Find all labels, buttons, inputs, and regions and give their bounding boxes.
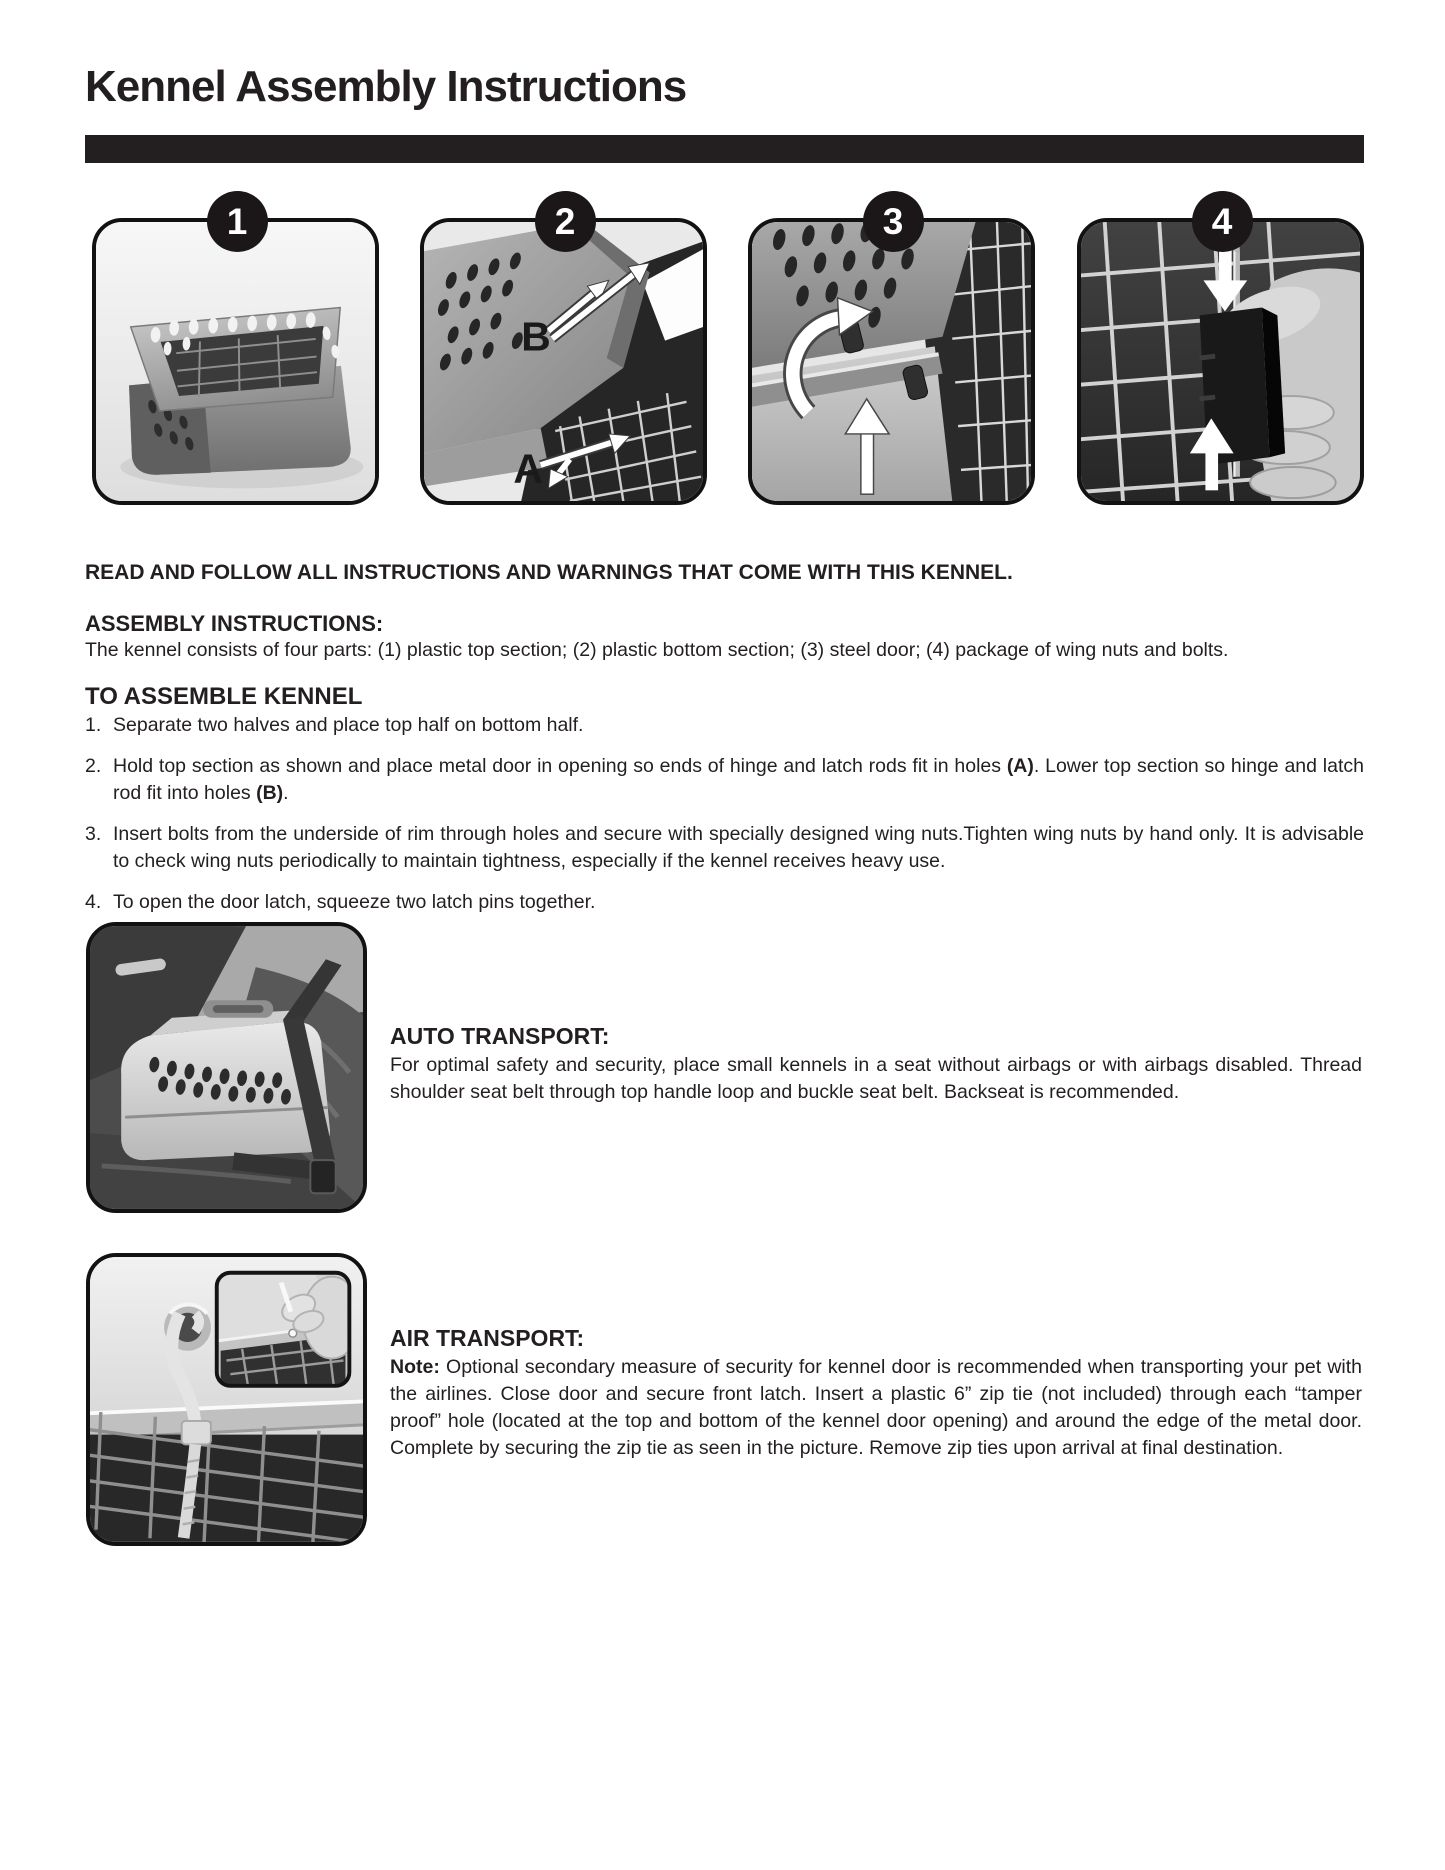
hole-ref-a: (A) — [1006, 755, 1034, 777]
note-label: Note: — [390, 1356, 440, 1378]
assembly-step-3 — [85, 821, 1364, 875]
assembly-step-4 — [85, 889, 1364, 916]
step-2-figure — [420, 200, 707, 505]
step-2-number-badge: 2 — [535, 191, 596, 252]
warning-line: READ AND FOLLOW ALL INSTRUCTIONS AND WARNINGS THAT COME WITH THIS KENNEL. — [85, 561, 1013, 584]
lower-top-section-photo — [752, 222, 1031, 501]
step-text: Insert bolts from the underside of rim through holes and secure with specially designed wing nuts.Tighten wing nuts by hand only. It is advisable to check wing nuts periodically to maintain tightness, especially if the kennel receives heavy use. — [113, 823, 1364, 872]
zip-tie-photo — [90, 1257, 363, 1542]
title-rule-bar — [85, 135, 1364, 163]
assembly-step-2 — [85, 753, 1364, 807]
step-marker: 1. — [85, 714, 102, 736]
kennel-in-car-photo — [90, 926, 363, 1209]
step-marker: 3. — [85, 823, 102, 845]
step-3-photo — [748, 218, 1035, 505]
page-title: Kennel Assembly Instructions — [85, 62, 687, 111]
step-4-figure — [1077, 200, 1364, 505]
to-assemble-heading: TO ASSEMBLE KENNEL — [85, 683, 363, 710]
door-insertion-photo — [424, 222, 703, 501]
assembly-steps-list — [85, 712, 1364, 930]
hole-label-b: B — [521, 313, 551, 360]
step-text: To open the door latch, squeeze two latch pins together. — [113, 891, 596, 913]
step-text: Separate two halves and place top half on bottom half. — [113, 714, 584, 736]
air-transport-heading: AIR TRANSPORT: — [390, 1325, 585, 1351]
air-transport-text: Optional secondary measure of security for kennel door is recommended when transporting your pet with the airlines. Close door and secure front latch. Insert a plastic 6” zip tie (not included) through each “tamper proof” hole (located at the top and bottom of the kennel door opening) and around the edge of the metal door. Complete by securing the zip tie as seen in the picture. Remove zip ties upon arrival at final destination. — [390, 1356, 1362, 1459]
step-3-figure — [748, 200, 1035, 505]
hole-label-a: A — [513, 445, 543, 492]
assembly-instructions-heading: ASSEMBLY INSTRUCTIONS: — [85, 611, 384, 636]
step-text: . — [283, 782, 289, 804]
step-1-number-badge: 1 — [207, 191, 268, 252]
step-text: . Lower top section so hinge and latch rod fit into holes — [113, 755, 1364, 804]
auto-transport-body: For optimal safety and security, place small kennels in a seat without airbags or with airbags disabled. Thread shoulder seat belt through top handle loop and buckle seat belt. Backseat is recommended. — [390, 1054, 1362, 1103]
zip-tie-head — [182, 1421, 211, 1444]
step-4-photo — [1077, 218, 1364, 505]
step-text: Hold top section as shown and place metal door in opening so ends of hinge and latch rods fit in holes — [113, 755, 1007, 777]
hole-ref-b: (B) — [256, 782, 284, 804]
belt-buckle — [310, 1160, 335, 1193]
step-marker: 2. — [85, 755, 102, 777]
auto-transport-photo — [86, 922, 367, 1213]
kennel-two-halves-photo — [96, 222, 375, 501]
step-4-number-badge: 4 — [1192, 191, 1253, 252]
inset-photo — [217, 1273, 361, 1386]
air-transport-body — [390, 1354, 1362, 1462]
assembly-step-1 — [85, 712, 1364, 739]
air-transport-photo — [86, 1253, 367, 1546]
step-marker: 4. — [85, 891, 102, 913]
step-1-figure — [92, 200, 379, 505]
step-3-number-badge: 3 — [863, 191, 924, 252]
step-2-photo — [420, 218, 707, 505]
step-1-photo — [92, 218, 379, 505]
assembly-instructions-body: The kennel consists of four parts: (1) plastic top section; (2) plastic bottom section; (3) steel door; (4) package of wing nuts and bolts. — [85, 639, 1229, 661]
auto-transport-heading: AUTO TRANSPORT: — [390, 1023, 610, 1049]
door-latch-photo — [1081, 222, 1360, 501]
